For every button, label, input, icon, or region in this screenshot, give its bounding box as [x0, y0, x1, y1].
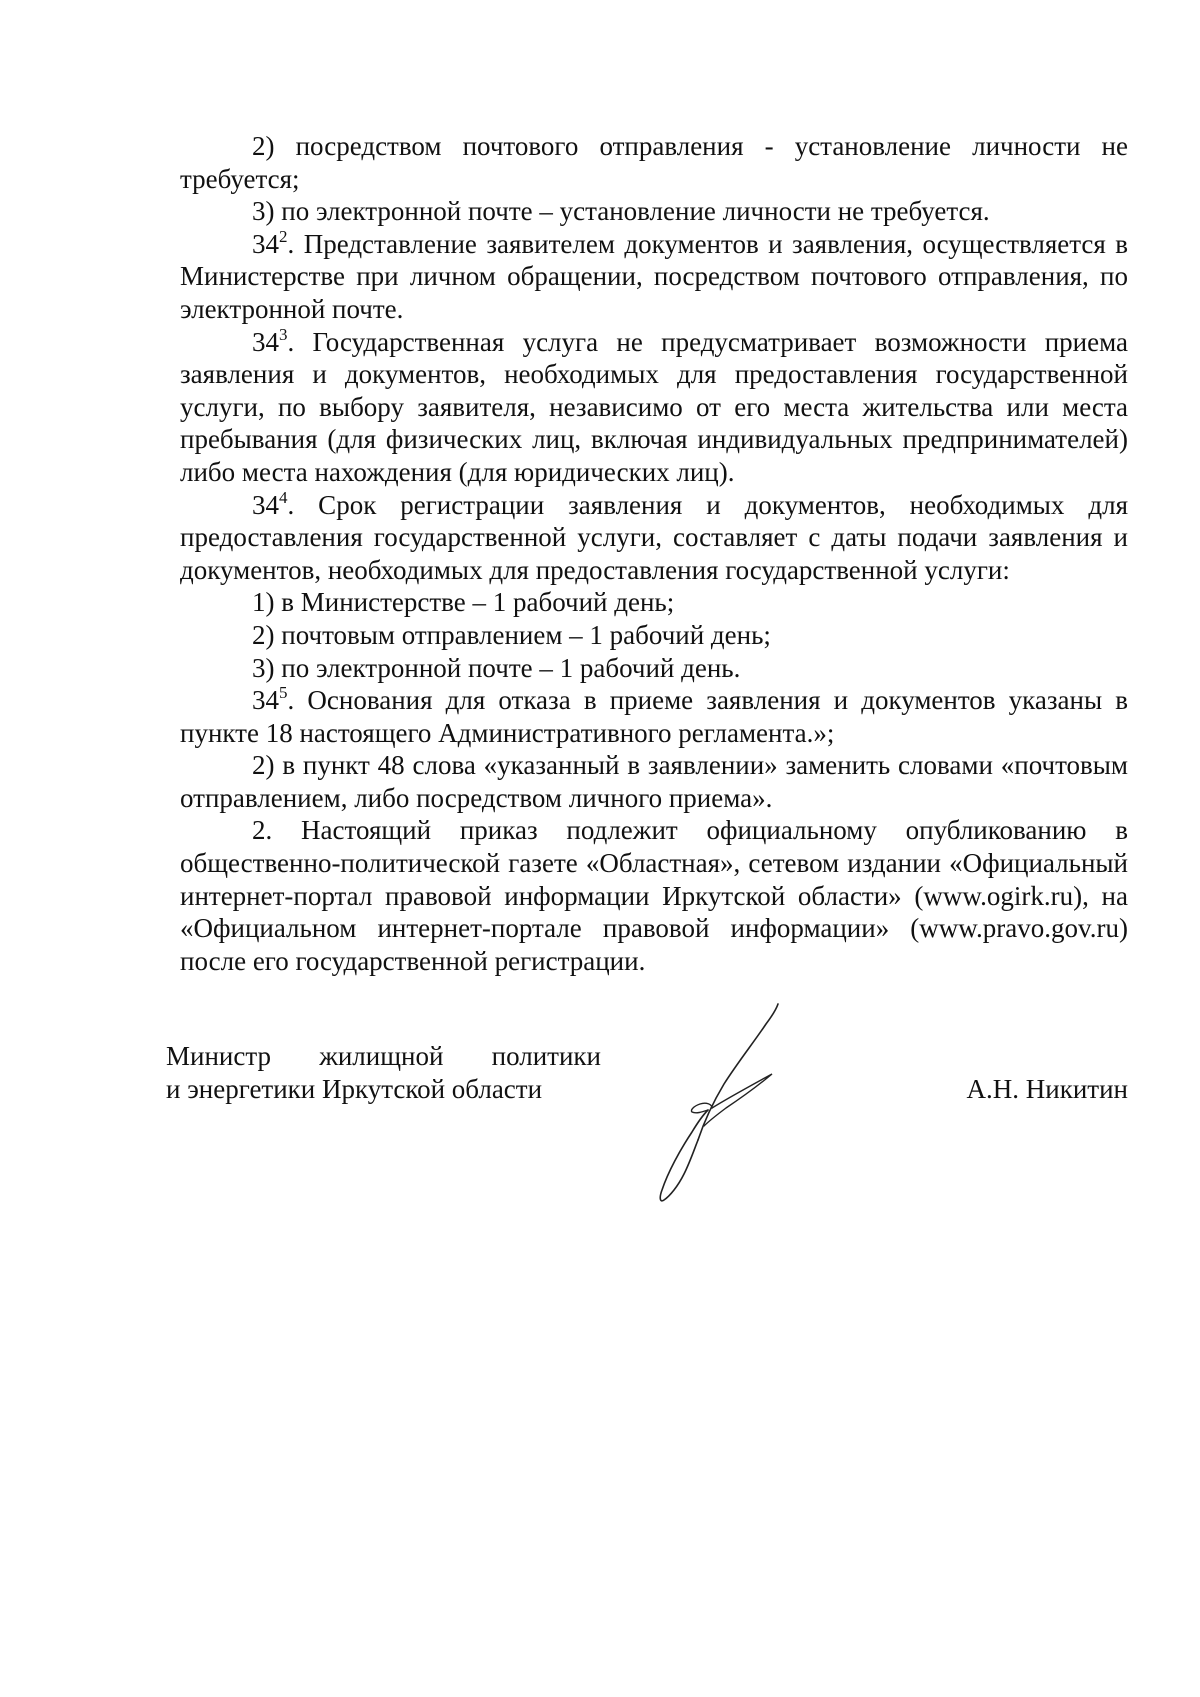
paragraph-34-2: $34^2$. Представление заявителем документов и заявления, осуществляется в Министерстве при личном обращении, посредством почтового отправления, по электронной почте.	[180, 226, 1128, 324]
paragraph-email-term: 3) по электронной почте – 1 рабочий день.	[252, 652, 741, 683]
paragraph-ministry-term: 1) в Министерстве – 1 рабочий день;	[252, 587, 675, 618]
paragraph-34-4: $34^4$. Срок регистрации заявления и документов, необходимых для предоставления государственной услуги, составляет с даты подачи заявления и документов, необходимых для предоставления государственной услуги:	[180, 487, 1128, 585]
paragraph-item-48: 2) в пункт 48 слова «указанный в заявлении» заменить словами «почтовым отправлением, либо посредством личного приема».	[180, 750, 1128, 813]
signatory-title-line1	[166, 1040, 601, 1073]
title-word: жилищной	[319, 1041, 444, 1071]
paragraph-34-3: $34^3$. Государственная услуга не предусматривает возможности приема заявления и документов, необходимых для предоставления государственной услуги, по выбору заявителя, независимо от его места жительства или места пребывания (для физических лиц, включая индивидуальных предпринимателей) либо места нахождения (для юридических лиц).	[180, 324, 1128, 487]
title-word: политики	[491, 1041, 601, 1071]
paragraph-postal-identity: 2) посредством почтового отправления - установление личности не требуется;	[180, 131, 1128, 194]
clause-number: $34^3$	[252, 324, 288, 357]
title-word: Министр	[166, 1041, 271, 1071]
paragraph-publication: 2. Настоящий приказ подлежит официальному опубликованию в общественно-политической газете «Областная», сетевом издании «Официальный интернет-портал правовой информации Иркутской области» (www.ogirk.ru), на «Официальном интернет-портале правовой информации» (www.pravo.gov.ru) после его государственной регистрации.	[180, 815, 1128, 976]
document-body	[180, 130, 1128, 977]
handwritten-signature	[650, 1000, 870, 1210]
signatory-title-line2: и энергетики Иркутской области	[166, 1074, 543, 1104]
signatory-name: А.Н. Никитин	[966, 1074, 1128, 1104]
paragraph-34-5: $34^5$. Основания для отказа в приеме заявления и документов указаны в пункте 18 настоящего Административного регламента.»;	[180, 683, 1128, 748]
clause-number: $34^4$	[252, 487, 288, 520]
paragraph-email-identity: 3) по электронной почте – установление личности не требуется.	[252, 196, 990, 227]
clause-number: $34^5$	[252, 683, 288, 716]
paragraph-postal-term: 2) почтовым отправлением – 1 рабочий день;	[252, 619, 771, 650]
clause-number: $34^2$	[252, 226, 288, 259]
signatory-title	[166, 1040, 601, 1106]
